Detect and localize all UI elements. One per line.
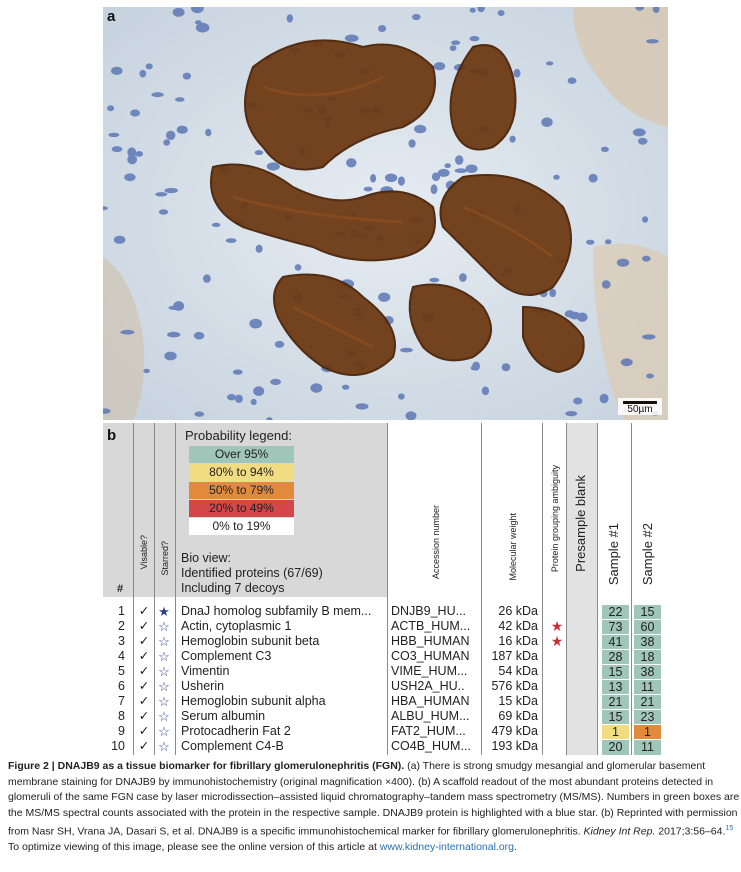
- molecular-weight: 16 kDa: [498, 634, 538, 648]
- legend-title: Probability legend:: [185, 428, 292, 443]
- cell-nucleus: [400, 348, 413, 353]
- cell-nucleus: [471, 366, 479, 371]
- sample-2-count: 11: [633, 739, 662, 756]
- cell-nucleus: [444, 163, 451, 168]
- panel-b-label: b: [107, 427, 117, 444]
- cell-nucleus: [120, 330, 134, 335]
- cell-nucleus: [124, 173, 135, 181]
- cell-nucleus: [378, 25, 386, 32]
- row-number: 6: [118, 679, 125, 693]
- cell-nucleus: [431, 184, 438, 194]
- cell-nucleus: [139, 70, 146, 78]
- cell-nucleus: [455, 168, 468, 173]
- cell-nucleus: [233, 369, 243, 374]
- visible-checkmark[interactable]: ✓: [138, 619, 150, 633]
- accession-number: ACTB_HUM...: [391, 619, 471, 633]
- cell-nucleus: [135, 151, 143, 157]
- accession-column-header: Accession number: [431, 505, 441, 580]
- cell-nucleus: [482, 387, 489, 396]
- legend-items: [185, 446, 385, 535]
- figure-label: Figure 2 | DNAJB9 as a tissue biomarker for fibrillary glomerulonephritis (FGN).: [8, 760, 405, 772]
- cell-nucleus: [173, 301, 184, 311]
- cell-nucleus: [589, 174, 598, 183]
- cell-nucleus: [459, 273, 467, 282]
- cell-nucleus: [195, 411, 205, 416]
- sample-1-count: 15: [601, 709, 630, 726]
- cell-nucleus: [356, 403, 369, 409]
- visible-checkmark[interactable]: ✓: [138, 709, 150, 723]
- sample-2-count: 23: [633, 709, 662, 726]
- unstarred-star-icon[interactable]: ☆: [158, 649, 170, 664]
- sample-1-count: 21: [601, 694, 630, 711]
- row-number: 5: [118, 664, 125, 678]
- cell-nucleus: [173, 8, 185, 17]
- cell-nucleus: [385, 174, 397, 183]
- cell-nucleus: [502, 363, 511, 371]
- cell-nucleus: [346, 158, 356, 167]
- row-number: 2: [118, 619, 125, 633]
- cell-nucleus: [107, 105, 114, 111]
- accession-number: CO4B_HUM...: [391, 739, 471, 753]
- cell-nucleus: [621, 358, 633, 366]
- cell-nucleus: [541, 117, 552, 127]
- bio-view-decoys: Including 7 decoys: [181, 581, 285, 595]
- cell-nucleus: [429, 278, 439, 283]
- cell-nucleus: [114, 236, 126, 244]
- legend-item: 0% to 19%: [189, 518, 294, 535]
- sample-1-count: 1: [601, 724, 630, 741]
- presample-blank-header: Presample blank: [573, 475, 588, 572]
- cell-nucleus: [586, 240, 594, 245]
- sample-1-count: 22: [601, 604, 630, 621]
- cell-nucleus: [638, 138, 648, 145]
- row-number: 7: [118, 694, 125, 708]
- micrograph-image: [103, 7, 668, 420]
- cell-nucleus: [342, 385, 349, 390]
- visible-checkmark[interactable]: ✓: [138, 634, 150, 648]
- protein-name: Actin, cytoplasmic 1: [181, 619, 292, 633]
- table-row[interactable]: [103, 619, 668, 634]
- accession-number: DNJB9_HU...: [391, 604, 467, 618]
- cell-nucleus: [370, 174, 376, 183]
- cell-nucleus: [143, 369, 150, 373]
- visible-checkmark[interactable]: ✓: [138, 664, 150, 678]
- cell-nucleus: [514, 69, 521, 78]
- visible-checkmark[interactable]: ✓: [138, 724, 150, 738]
- cell-nucleus: [295, 264, 302, 271]
- unstarred-star-icon[interactable]: ☆: [158, 634, 170, 649]
- journal-name: Kidney Int Rep.: [583, 825, 656, 838]
- table-row[interactable]: [103, 649, 668, 664]
- cell-nucleus: [249, 319, 262, 329]
- table-row[interactable]: [103, 679, 668, 694]
- table-row[interactable]: [103, 709, 668, 724]
- cell-nucleus: [398, 393, 405, 399]
- cell-nucleus: [455, 155, 463, 165]
- cell-nucleus: [167, 332, 180, 338]
- table-row[interactable]: [103, 634, 668, 649]
- cell-nucleus: [573, 398, 582, 405]
- cell-nucleus: [270, 379, 281, 385]
- unstarred-star-icon[interactable]: ☆: [158, 709, 170, 724]
- cell-nucleus: [235, 395, 243, 403]
- visible-column-header: Visable?: [139, 535, 149, 570]
- table-row[interactable]: [103, 604, 668, 619]
- sample-1-count: 13: [601, 679, 630, 696]
- row-number: 4: [118, 649, 125, 663]
- cell-nucleus: [310, 383, 322, 393]
- cell-nucleus: [601, 147, 609, 152]
- row-number: 9: [118, 724, 125, 738]
- sample-2-count: 11: [633, 679, 662, 696]
- cell-nucleus: [267, 162, 280, 170]
- cell-nucleus: [287, 14, 293, 22]
- bio-view-title: Bio view:: [181, 551, 232, 565]
- cell-nucleus: [108, 133, 119, 137]
- unstarred-star-icon[interactable]: ☆: [158, 664, 170, 679]
- cell-nucleus: [159, 209, 168, 214]
- panel-a-label: a: [107, 8, 116, 25]
- sample-1-count: 73: [601, 619, 630, 636]
- legend-item: Over 95%: [189, 446, 294, 463]
- cell-nucleus: [164, 188, 178, 193]
- scale-bar-label: 50µm: [627, 404, 653, 415]
- cell-nucleus: [205, 129, 211, 137]
- table-row[interactable]: [103, 739, 668, 754]
- cell-nucleus: [450, 45, 457, 51]
- cell-nucleus: [412, 14, 421, 20]
- sample-2-count: 1: [633, 724, 662, 741]
- molecular-weight: 479 kDa: [491, 724, 538, 738]
- cell-nucleus: [345, 35, 359, 42]
- molecular-weight: 69 kDa: [498, 709, 538, 723]
- protein-name: Complement C4-B: [181, 739, 284, 753]
- cell-nucleus: [470, 8, 476, 13]
- reference-number[interactable]: 15: [725, 825, 734, 832]
- cell-nucleus: [177, 126, 188, 134]
- micrograph-panel: [103, 7, 668, 420]
- cell-nucleus: [553, 175, 560, 180]
- unstarred-star-icon[interactable]: ☆: [158, 694, 170, 709]
- caption-text-2: 2017;3:56–64.: [655, 825, 726, 838]
- cell-nucleus: [646, 39, 659, 43]
- cell-nucleus: [406, 411, 417, 420]
- cell-nucleus: [255, 150, 264, 155]
- protein-name: DnaJ homolog subfamily B mem...: [181, 604, 372, 618]
- sample-2-count: 38: [633, 634, 662, 651]
- cell-nucleus: [212, 223, 221, 227]
- cell-nucleus: [151, 92, 163, 97]
- cell-nucleus: [633, 128, 646, 136]
- molecular-weight: 42 kDa: [498, 619, 538, 633]
- cell-nucleus: [510, 136, 516, 143]
- visible-checkmark[interactable]: ✓: [138, 739, 150, 753]
- cell-nucleus: [364, 187, 373, 192]
- molecular-weight: 15 kDa: [498, 694, 538, 708]
- cell-nucleus: [600, 394, 609, 404]
- cell-nucleus: [414, 125, 426, 134]
- molecular-weight: 54 kDa: [498, 664, 538, 678]
- molecular-weight: 193 kDa: [491, 739, 538, 753]
- sample-1-count: 15: [601, 664, 630, 681]
- cell-nucleus: [398, 176, 405, 185]
- starred-column-header: Starred?: [160, 541, 170, 576]
- molecular-weight: 26 kDa: [498, 604, 538, 618]
- table-row[interactable]: [103, 664, 668, 679]
- cell-nucleus: [409, 139, 416, 148]
- cell-nucleus: [166, 131, 175, 140]
- cell-nucleus: [617, 259, 629, 267]
- cell-nucleus: [183, 73, 191, 80]
- caption-text-1: (a) There is strong smudgy mesangial and glomerular basement membrane staining for DNAJB9 by immunohistochemistry (original magnification ×400). (b) A scaffold readout of the most abundant proteins detected in glomeruli of the same FGN case by laser microdissection–assisted liquid chromatography–tandem mass spectrometry (MS/MS). Numbers in green boxes are the MS/MS spectral counts associated with the protein in the respective sample. DNAJB9 protein is highlighted with a blue star. (b) Reprinted with permission from Nasr SH, Vrana JA, Dasari S, et al. DNAJB9 is a specific immunohistochemical marker for fibrillary glomerulonephritis.: [8, 760, 740, 838]
- accession-number: VIME_HUM...: [391, 664, 468, 678]
- row-number: 10: [111, 739, 125, 753]
- cell-nucleus: [602, 280, 611, 288]
- cell-nucleus: [226, 238, 237, 243]
- figure-caption: [8, 759, 741, 856]
- cell-nucleus: [256, 245, 263, 253]
- protein-name: Vimentin: [181, 664, 230, 678]
- visible-checkmark[interactable]: ✓: [138, 679, 150, 693]
- scaffold-table-panel: [103, 423, 668, 753]
- probability-legend: [185, 428, 385, 536]
- accession-number: ALBU_HUM...: [391, 709, 470, 723]
- sample-2-header: Sample #2: [640, 523, 655, 586]
- sample-2-count: 38: [633, 664, 662, 681]
- cell-nucleus: [568, 77, 577, 84]
- sample-1-header: Sample #1: [606, 523, 621, 586]
- molecular-weight: 187 kDa: [491, 649, 538, 663]
- legend-item: 80% to 94%: [189, 464, 294, 481]
- cell-nucleus: [434, 62, 445, 70]
- protein-name: Serum albumin: [181, 709, 266, 723]
- protein-name: Usherin: [181, 679, 225, 693]
- cell-nucleus: [175, 97, 185, 102]
- cell-nucleus: [605, 239, 612, 244]
- cell-nucleus: [253, 386, 264, 396]
- cell-nucleus: [164, 352, 176, 361]
- sample-1-count: 28: [601, 649, 630, 666]
- row-number: 8: [118, 709, 125, 723]
- visible-checkmark[interactable]: ✓: [138, 604, 150, 618]
- protein-grouping-ambiguity-header: Protein grouping ambiguity: [550, 465, 560, 573]
- legend-item: 20% to 49%: [189, 500, 294, 517]
- cell-nucleus: [251, 399, 257, 405]
- cell-nucleus: [642, 216, 648, 222]
- cell-nucleus: [451, 40, 460, 45]
- caption-text-3: To optimize viewing of this image, please see the online version of this article at: [8, 841, 380, 853]
- cell-nucleus: [155, 192, 167, 196]
- row-number: 3: [118, 634, 125, 648]
- cell-nucleus: [466, 164, 478, 173]
- cell-nucleus: [438, 169, 450, 177]
- sample-1-count: 20: [601, 739, 630, 756]
- table-row[interactable]: [103, 724, 668, 739]
- row-number-header: #: [117, 583, 124, 595]
- accession-number: USH2A_HU..: [391, 679, 465, 693]
- sample-1-count: 41: [601, 634, 630, 651]
- cell-nucleus: [195, 20, 202, 24]
- unstarred-star-icon[interactable]: ☆: [158, 619, 170, 634]
- table-row[interactable]: [103, 694, 668, 709]
- cell-nucleus: [378, 293, 390, 302]
- molecular-weight: 576 kDa: [491, 679, 538, 693]
- legend-item: 50% to 79%: [189, 482, 294, 499]
- cell-nucleus: [163, 139, 170, 145]
- cell-nucleus: [127, 147, 136, 157]
- cell-nucleus: [498, 10, 505, 16]
- sample-2-count: 15: [633, 604, 662, 621]
- ambiguity-star-icon: ★: [550, 618, 564, 634]
- cell-nucleus: [470, 36, 480, 41]
- sample-2-count: 21: [633, 694, 662, 711]
- unstarred-star-icon[interactable]: ☆: [158, 679, 170, 694]
- protein-name: Complement C3: [181, 649, 272, 663]
- sample-2-count: 60: [633, 619, 662, 636]
- visible-checkmark[interactable]: ✓: [138, 694, 150, 708]
- protein-name: Hemoglobin subunit alpha: [181, 694, 326, 708]
- cell-nucleus: [130, 109, 140, 116]
- cell-nucleus: [111, 67, 123, 75]
- cell-nucleus: [646, 374, 654, 379]
- cell-nucleus: [275, 341, 285, 348]
- accession-number: CO3_HUMAN: [391, 649, 470, 663]
- scale-bar: [618, 398, 662, 415]
- website-link[interactable]: www.kidney-international.org: [379, 841, 515, 853]
- cell-nucleus: [642, 334, 655, 339]
- bio-view-summary: [181, 551, 323, 596]
- starred-star-icon[interactable]: ★: [158, 604, 170, 619]
- cell-nucleus: [642, 256, 651, 262]
- cell-nucleus: [194, 332, 205, 340]
- cell-nucleus: [203, 274, 211, 282]
- cell-nucleus: [546, 61, 553, 65]
- unstarred-star-icon[interactable]: ☆: [158, 739, 170, 754]
- sample-2-count: 18: [633, 649, 662, 666]
- cell-nucleus: [549, 289, 556, 297]
- visible-checkmark[interactable]: ✓: [138, 649, 150, 663]
- caption-text-4: .: [514, 841, 517, 853]
- molecular-weight-column-header: Molecular weight: [508, 513, 518, 581]
- accession-number: FAT2_HUM...: [391, 724, 466, 738]
- cell-nucleus: [569, 312, 580, 320]
- bio-view-identified: Identified proteins (67/69): [181, 566, 323, 580]
- unstarred-star-icon[interactable]: ☆: [158, 724, 170, 739]
- table-header-right: [387, 423, 668, 597]
- protein-name: Protocadherin Fat 2: [181, 724, 291, 738]
- cell-nucleus: [227, 394, 236, 400]
- accession-number: HBA_HUMAN: [391, 694, 470, 708]
- ambiguity-star-icon: ★: [550, 633, 564, 649]
- cell-nucleus: [565, 411, 577, 416]
- cell-nucleus: [146, 63, 153, 69]
- row-number: 1: [118, 604, 125, 618]
- accession-number: HBB_HUMAN: [391, 634, 470, 648]
- cell-nucleus: [112, 146, 123, 152]
- protein-name: Hemoglobin subunit beta: [181, 634, 320, 648]
